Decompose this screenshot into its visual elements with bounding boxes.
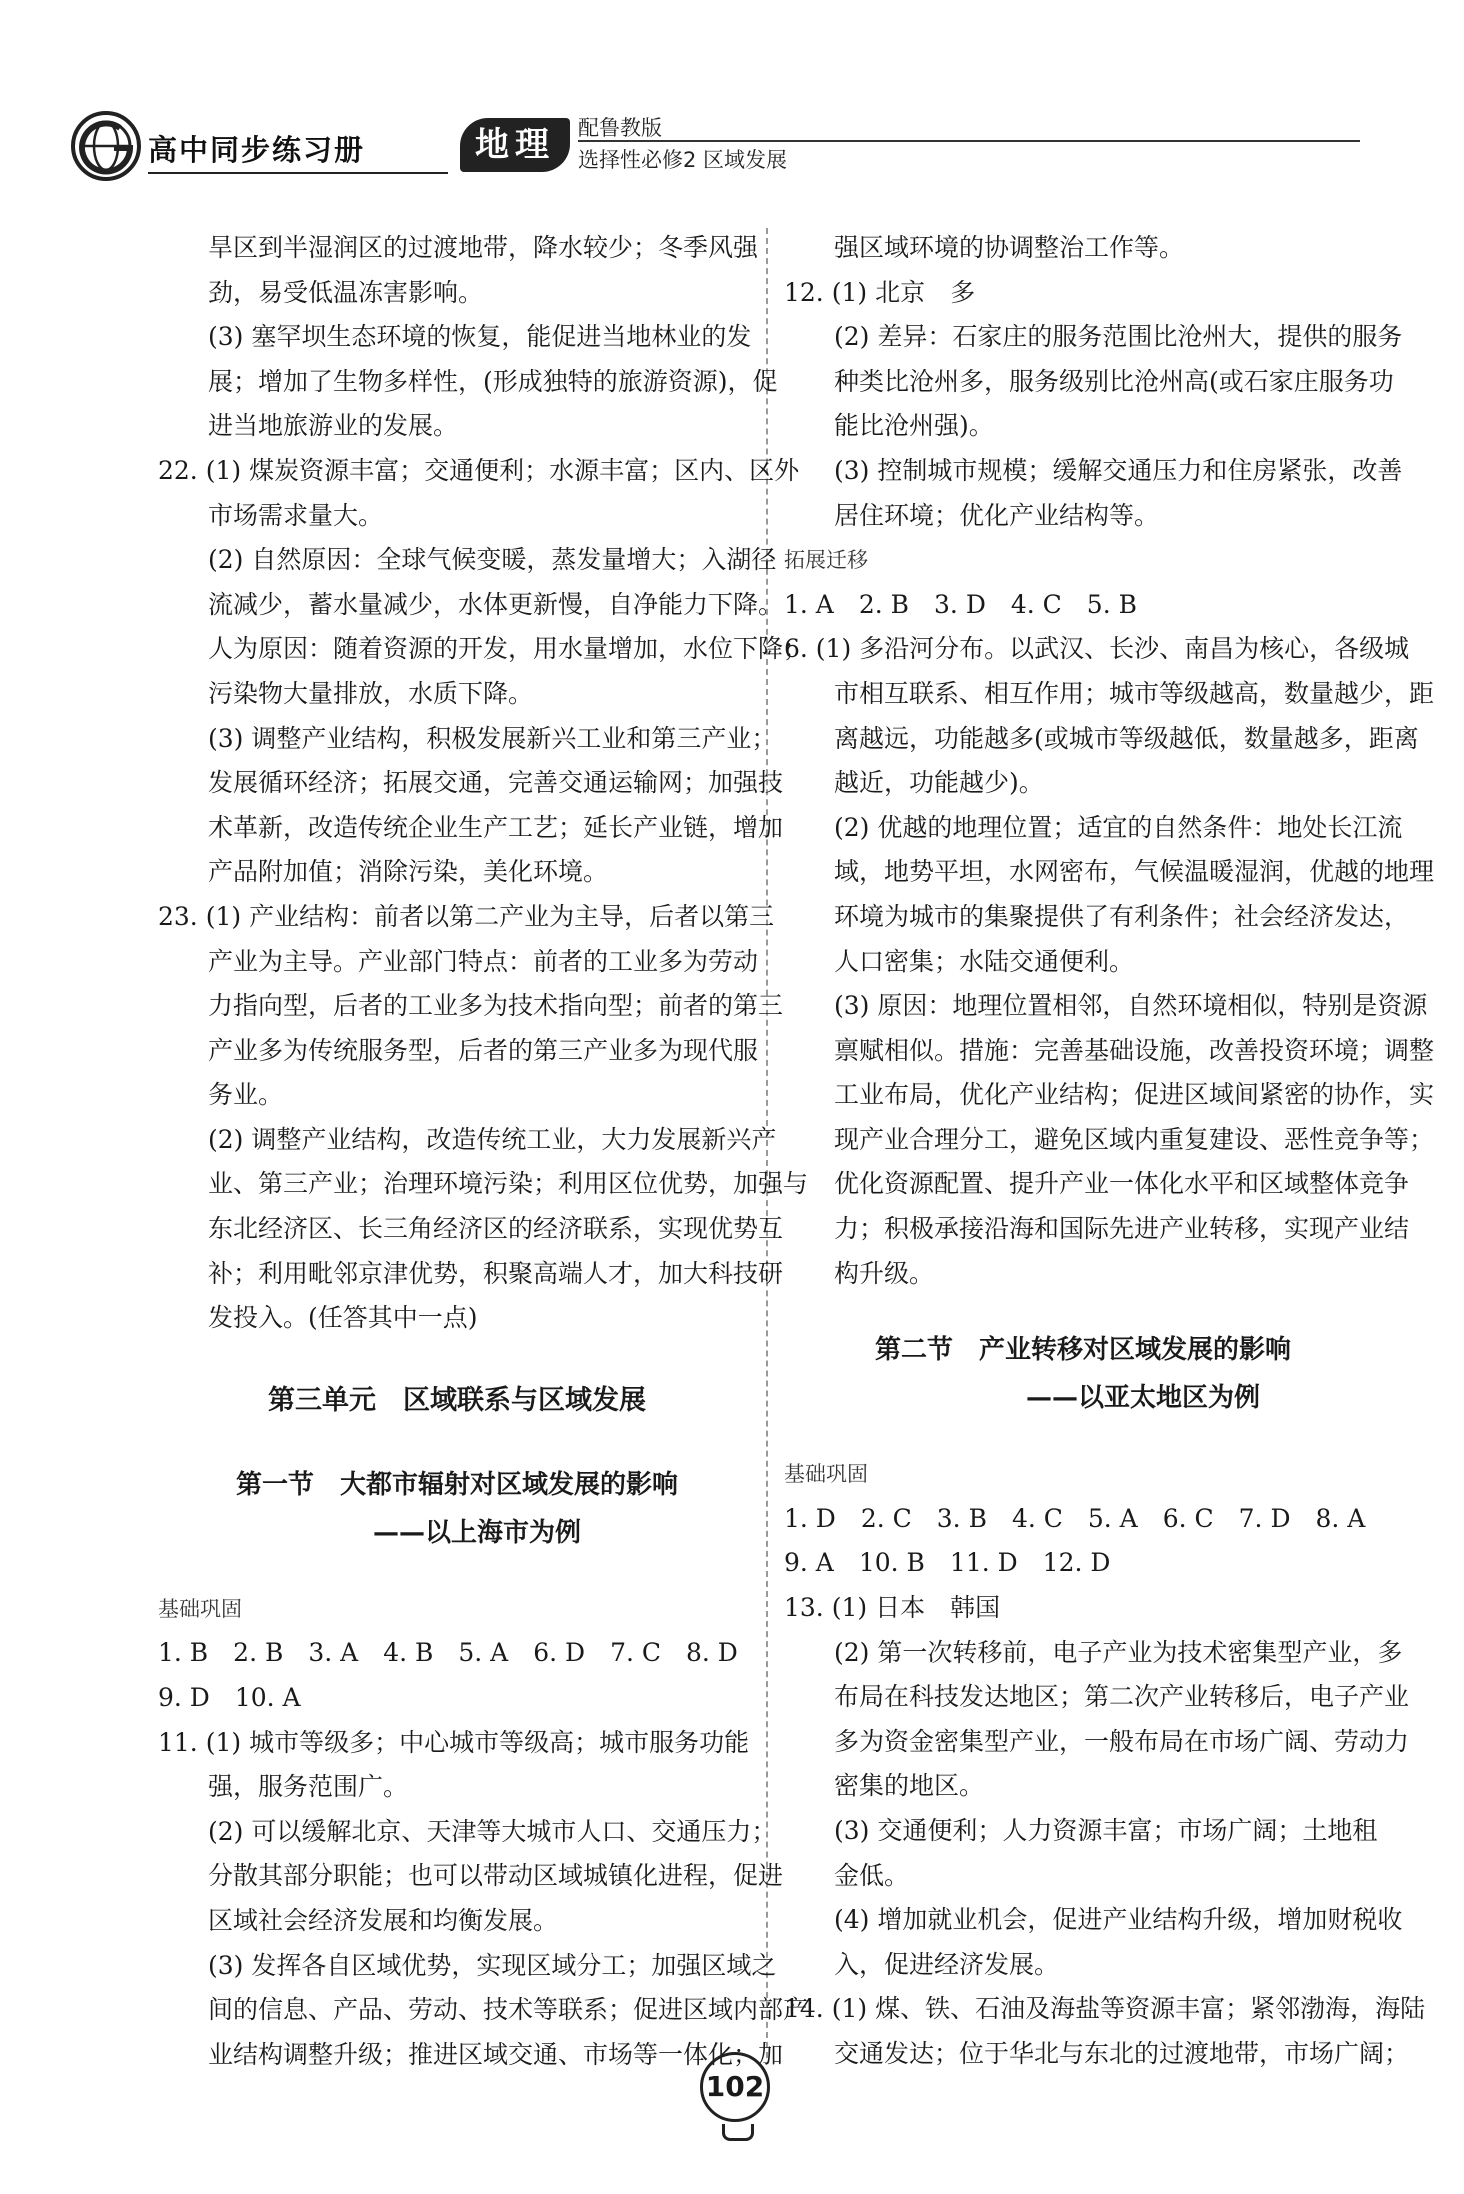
section-heading-2: 第二节 产业转移对区域发展的影响 <box>874 1335 1291 1366</box>
globe-stand-icon <box>722 2124 754 2141</box>
answer-line: 1. D 2. C 3. B 4. C 5. A 6. C 7. D 8. A <box>784 1503 1366 1533</box>
answer-line: 业结构调整升级；推进区域交通、市场等一体化；加 <box>208 2039 784 2069</box>
answer-line: 进当地旅游业的发展。 <box>208 411 459 441</box>
page-number: 102 <box>700 2052 770 2122</box>
answer-line: 密集的地区。 <box>834 1771 985 1801</box>
answer-line: 禀赋相似。措施：完善基础设施，改善投资环境；调整 <box>834 1035 1435 1065</box>
answer-line: (2) 优越的地理位置；适宜的自然条件：地处长江流 <box>834 812 1403 842</box>
section-label: 拓展迁移 <box>784 548 868 573</box>
answer-line: (3) 交通便利；人力资源丰富；市场广阔；土地租 <box>834 1816 1378 1845</box>
answer-line: 布局在科技发达地区；第二次产业转移后，电子产业 <box>834 1682 1410 1712</box>
answer-line: 力指向型，后者的工业多为技术指向型；前者的第三 <box>208 991 784 1021</box>
answer-line: 优化资源配置、提升产业一体化水平和区域整体竞争 <box>834 1169 1410 1199</box>
answer-line: (2) 自然原因：全球气候变暖，蒸发量增大；入湖径 <box>208 545 777 575</box>
answer-line: 域，地势平坦，水网密布，气候温暖湿润，优越的地理 <box>834 857 1435 887</box>
answer-line: 市场需求量大。 <box>208 500 384 530</box>
answer-line: (4) 增加就业机会，促进产业结构升级，增加财税收 <box>834 1905 1403 1935</box>
answer-line: (3) 调整产业结构，积极发展新兴工业和第三产业； <box>208 723 777 753</box>
answer-line: 14. (1) 煤、铁、石油及海盐等资源丰富；紧邻渤海，海陆 <box>784 1994 1426 2024</box>
answer-line: 劲，易受低温冻害影响。 <box>208 277 484 307</box>
answer-line: 旱区到半湿润区的过渡地带，降水较少；冬季风强 <box>208 233 759 262</box>
answer-line: 污染物大量排放，水质下降。 <box>208 678 534 708</box>
answer-line: (3) 发挥各自区域优势，实现区域分工；加强区域之 <box>208 1950 777 1980</box>
answer-line: 入，促进经济发展。 <box>834 1949 1060 1979</box>
answer-line: 环境为城市的集聚提供了有利条件；社会经济发达， <box>834 901 1410 931</box>
answer-line: 金低。 <box>834 1860 910 1890</box>
answer-line: 1. B 2. B 3. A 4. B 5. A 6. D 7. C 8. D <box>158 1638 738 1668</box>
section-label: 基础巩固 <box>158 1596 242 1621</box>
section-subheading-2: ——以亚太地区为例 <box>1025 1383 1260 1414</box>
answer-line: 分散其部分职能；也可以带动区域城镇化进程，促进 <box>208 1861 784 1891</box>
answer-line: 13. (1) 日本 韩国 <box>784 1593 1001 1623</box>
answer-line: 力；积极承接沿海和国际先进产业转移，实现产业结 <box>834 1214 1410 1244</box>
series-title-underline <box>148 172 448 174</box>
answer-line: 工业布局，优化产业结构；促进区域间紧密的协作，实 <box>834 1080 1435 1110</box>
left-column <box>158 226 809 2077</box>
answer-line: 11. (1) 城市等级多；中心城市等级高；城市服务功能 <box>158 1727 750 1757</box>
edition-label: 配鲁教版 <box>578 116 662 140</box>
answer-line: 22. (1) 煤炭资源丰富；交通便利；水源丰富；区内、区外 <box>158 455 800 485</box>
answer-line: 区域社会经济发展和均衡发展。 <box>208 1906 559 1935</box>
answer-line: (3) 原因：地理位置相邻，自然环境相似，特别是资源 <box>834 991 1428 1021</box>
answer-line: 产业多为传统服务型，后者的第三产业多为现代服 <box>208 1035 759 1065</box>
answer-line: (2) 调整产业结构，改造传统工业，大力发展新兴产 <box>208 1124 777 1154</box>
answer-line: (2) 可以缓解北京、天津等大城市人口、交通压力； <box>208 1816 777 1846</box>
series-title: 高中同步练习册 <box>148 133 366 167</box>
answer-line: 展；增加了生物多样性，(形成独特的旅游资源)，促 <box>208 366 778 396</box>
header-rule <box>578 140 1360 142</box>
answer-line: 术革新，改造传统企业生产工艺；延长产业链，增加 <box>208 812 784 842</box>
answer-line: 市相互联系、相互作用；城市等级越高，数量越少，距 <box>834 678 1435 708</box>
answer-line: 发展循环经济；拓展交通，完善交通运输网；加强技 <box>208 768 784 798</box>
section-label: 基础巩固 <box>784 1462 868 1487</box>
answer-line: 1. A 2. B 3. D 4. C 5. B <box>784 589 1137 619</box>
answer-line: 多为资金密集型产业，一般布局在市场广阔、劳动力 <box>834 1726 1410 1756</box>
answer-line: 强区域环境的协调整治工作等。 <box>834 233 1185 262</box>
answer-line: 12. (1) 北京 多 <box>784 277 976 307</box>
answer-line: (2) 差异：石家庄的服务范围比沧州大，提供的服务 <box>834 322 1403 352</box>
course-label: 选择性必修2 区域发展 <box>578 148 788 172</box>
answer-line: 间的信息、产品、劳动、技术等联系；促进区域内部产 <box>208 1995 809 2025</box>
answer-line: 6. (1) 多沿河分布。以武汉、长沙、南昌为核心，各级城 <box>784 634 1410 664</box>
answer-line: 产品附加值；消除污染，美化环境。 <box>208 857 609 887</box>
answer-line: 23. (1) 产业结构：前者以第二产业为主导，后者以第三 <box>158 901 775 931</box>
answer-line: 现产业合理分工，避免区域内重复建设、恶性竞争等； <box>834 1124 1435 1154</box>
answer-line: (3) 塞罕坝生态环境的恢复，能促进当地林业的发 <box>208 322 752 352</box>
answer-line: 人口密集；水陆交通便利。 <box>834 946 1135 976</box>
answer-line: 种类比沧州多，服务级别比沧州高(或石家庄服务功 <box>834 366 1394 396</box>
answer-line: 9. A 10. B 11. D 12. D <box>784 1548 1111 1578</box>
answer-line: 人为原因：随着资源的开发，用水量增加，水位下降； <box>208 634 809 664</box>
section-subheading-1: ——以上海市为例 <box>372 1517 581 1548</box>
subject-badge: 地理 <box>460 118 570 172</box>
answer-line: 务业。 <box>208 1080 284 1110</box>
answer-line: 能比沧州强)。 <box>834 411 994 441</box>
answer-line: (2) 第一次转移前，电子产业为技术密集型产业，多 <box>834 1637 1403 1667</box>
answer-line: (3) 控制城市规模；缓解交通压力和住房紧张，改善 <box>834 455 1403 485</box>
answer-line: 发投入。(任答其中一点) <box>208 1303 478 1333</box>
answer-line: 构升级。 <box>834 1258 935 1288</box>
page-header <box>60 100 1360 190</box>
answer-line: 产业为主导。产业部门特点：前者的工业多为劳动 <box>208 946 759 976</box>
unit-heading: 第三单元 区域联系与区域发展 <box>268 1384 646 1416</box>
answer-line: 东北经济区、长三角经济区的经济联系，实现优势互 <box>208 1214 784 1244</box>
answer-line: 业、第三产业；治理环境污染；利用区位优势，加强与 <box>208 1169 809 1199</box>
answer-line: 强，服务范围广。 <box>208 1772 409 1802</box>
answer-line: 越近，功能越少)。 <box>834 768 1044 798</box>
globe-logo-icon <box>70 110 142 182</box>
answer-line: 补；利用毗邻京津优势，积聚高端人才，加大科技研 <box>208 1258 784 1288</box>
right-column <box>784 226 1435 2077</box>
answer-line: 9. D 10. A <box>158 1683 301 1713</box>
section-heading-1: 第一节 大都市辐射对区域发展的影响 <box>235 1469 678 1500</box>
answer-line: 居住环境；优化产业结构等。 <box>834 500 1160 530</box>
answer-line: 离越远，功能越多(或城市等级越低，数量越多，距离 <box>834 723 1419 753</box>
answer-line: 交通发达；位于华北与东北的过渡地带，市场广阔； <box>834 2038 1410 2068</box>
answer-line: 流减少，蓄水量减少，水体更新慢，自净能力下降。 <box>208 589 784 619</box>
